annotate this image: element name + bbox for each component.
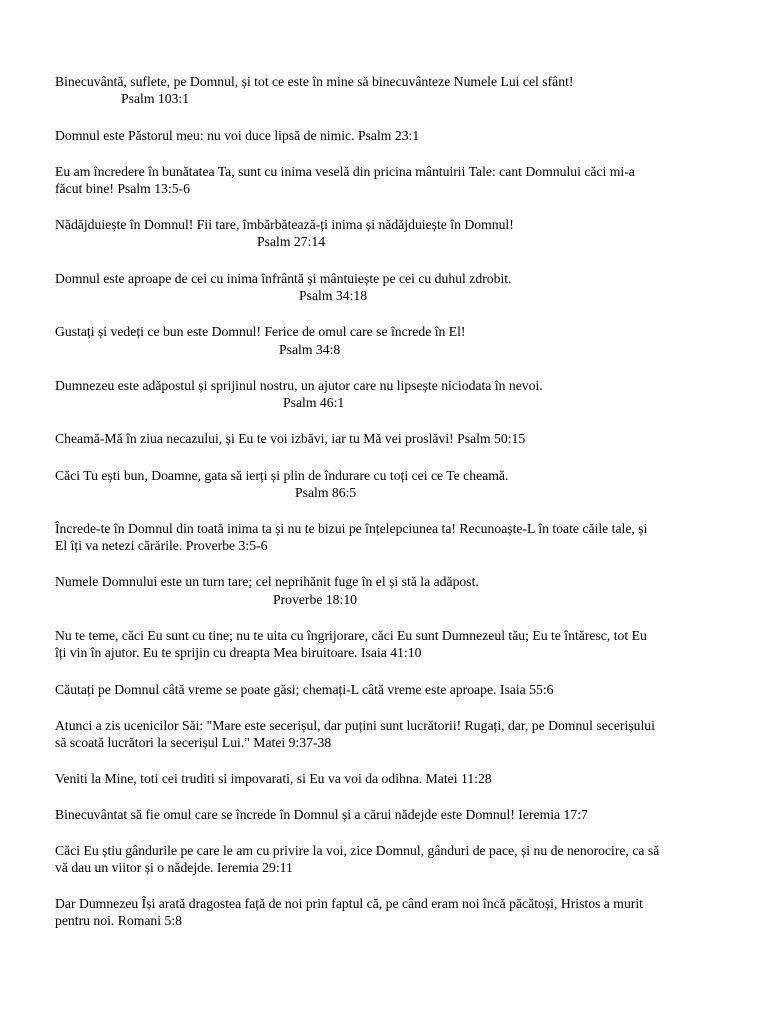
verse-2-line-1: Domnul este Păstorul meu: nu voi duce lipsă de nimic. Psalm 23:1 [55, 128, 420, 143]
verse-4-reference: Psalm 27:14 [257, 234, 326, 249]
verse-9-line-1: Căci Tu ești bun, Doamne, gata să ierți și plin de îndurare cu toți cei ce Te cheamă. [55, 468, 509, 483]
verse-11-line-1: Numele Domnului este un turn tare; cel neprihănit fuge în el și stă la adăpost. [55, 574, 479, 589]
verse-3-line-2: făcut bine! Psalm 13:5-6 [55, 181, 190, 196]
verse-14-line-2: să scoată lucrători la secerișul Lui." Matei 9:37-38 [55, 735, 332, 750]
verse-5-reference: Psalm 34:18 [299, 288, 368, 303]
verse-15-line-1: Veniti la Mine, toti cei truditi si impovarati, si Eu va voi da odihna. Matei 11:28 [55, 771, 492, 786]
verse-1-reference: Psalm 103:1 [121, 91, 190, 106]
verse-17-line-1: Căci Eu știu gândurile pe care le am cu privire la voi, zice Domnul, gânduri de pace, și nu de nenorocire, ca să [55, 843, 660, 858]
verse-3-line-1: Eu am încredere în bunătatea Ta, sunt cu inima veselă din pricina mântuirii Tale: cant Domnului căci mi-a [55, 164, 635, 179]
verse-17-line-2: vă dau un viitor și o nădejde. Ieremia 29:11 [55, 860, 293, 875]
verse-1-line-1: Binecuvântă, suflete, pe Domnul, și tot ce este în mine să binecuvânteze Numele Lui cel sfânt! [55, 74, 574, 89]
verse-13-line-1: Căutați pe Domnul câtă vreme se poate găsi; chemați-L câtă vreme este aproape. Isaia 55:6 [55, 682, 554, 697]
verse-10-line-2: El îți va netezi cărările. Proverbe 3:5-6 [55, 538, 268, 553]
verse-7-line-1: Dumnezeu este adăpostul și sprijinul nostru, un ajutor care nu lipsește niciodata în nevoi. [55, 378, 543, 393]
verse-7-reference: Psalm 46:1 [283, 395, 345, 410]
verse-6-reference: Psalm 34:8 [279, 342, 341, 357]
verse-18-line-2: pentru noi. Romani 5:8 [55, 913, 182, 928]
verse-5-line-1: Domnul este aproape de cei cu inima înfrântă și mântuiește pe cei cu duhul zdrobit. [55, 271, 512, 286]
verse-4-line-1: Nădăjduiește în Domnul! Fii tare, îmbărbătează-ți inima și nădăjduiește în Domnul! [55, 217, 514, 232]
verse-11-reference: Proverbe 18:10 [273, 592, 358, 607]
verse-9-reference: Psalm 86:5 [295, 485, 357, 500]
verse-12-line-2: îți vin în ajutor. Eu te sprijin cu dreapta Mea biruitoare. Isaia 41:10 [55, 645, 422, 660]
verse-10-line-1: Încrede-te în Domnul din toată inima ta și nu te bizui pe înțelepciunea ta! Recunoaște-L în toate căile tale, și [55, 521, 648, 536]
verse-16-line-1: Binecuvântat să fie omul care se încrede în Domnul și a cărui nădejde este Domnul! Ieremia 17:7 [55, 807, 588, 822]
verse-6-line-1: Gustați și vedeți ce bun este Domnul! Ferice de omul care se încrede în El! [55, 324, 466, 339]
verse-18-line-1: Dar Dumnezeu Își arată dragostea față de noi prin faptul că, pe când eram noi încă păcătoși, Hristos a murit [55, 896, 643, 911]
verse-14-line-1: Atunci a zis ucenicilor Săi: "Mare este secerișul, dar puțini sunt lucrătorii! Rugați, dar, pe Domnul secerișului [55, 718, 655, 733]
verse-12-line-1: Nu te teme, căci Eu sunt cu tine; nu te uita cu îngrijorare, căci Eu sunt Dumnezeul tău; Eu te întăresc, tot Eu [55, 628, 647, 643]
verse-8-line-1: Cheamă-Mă în ziua necazului, și Eu te voi izbăvi, iar tu Mă vei proslăvi! Psalm 50:15 [55, 431, 526, 446]
